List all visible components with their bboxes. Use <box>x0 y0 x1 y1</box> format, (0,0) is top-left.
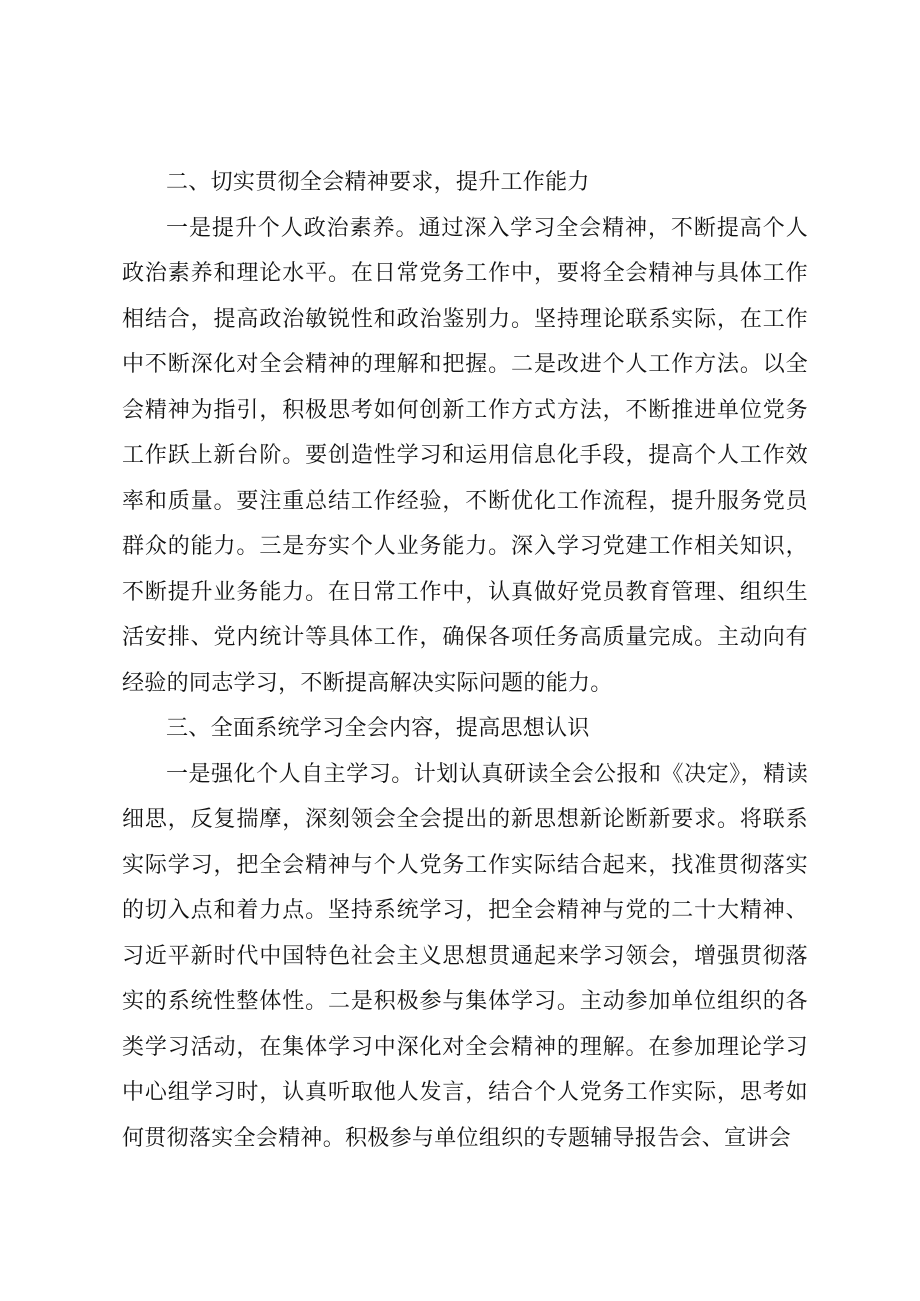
section-paragraph-2: 一是提升个人政治素养。通过深入学习全会精神，不断提高个人政治素养和理论水平。在日常党务工作中，要将全会精神与具体工作相结合，提高政治敏锐性和政治鉴别力。坚持理论联系实际，在工作中不断深化对全会精神的理解和把握。二是改进个人工作方法。以全会精神为指引，积极思考如何创新工作方式方法，不断推进单位党务工作跃上新台阶。要创造性学习和运用信息化手段，提高个人工作效率和质量。要注重总结工作经验，不断优化工作流程，提升服务党员群众的能力。三是夯实个人业务能力。深入学习党建工作相关知识，不断提升业务能力。在日常工作中，认真做好党员教育管理、组织生活安排、党内统计等具体工作，确保各项任务高质量完成。主动向有经验的同志学习，不断提高解决实际问题的能力。 <box>122 215 808 696</box>
section-heading-3: 三、全面系统学习全会内容，提高思想认识 <box>166 716 590 741</box>
document-body <box>122 160 808 1161</box>
section-heading-2: 二、切实贯彻全会精神要求，提升工作能力 <box>166 170 590 195</box>
section-paragraph-3: 一是强化个人自主学习。计划认真研读全会公报和《决定》，精读细思，反复揣摩，深刻领会全会提出的新思想新论断新要求。将联系实际学习，把全会精神与个人党务工作实际结合起来，找准贯彻落实的切入点和着力点。坚持系统学习，把全会精神与党的二十大精神、习近平新时代中国特色社会主义思想贯通起来学习领会，增强贯彻落实的系统性整体性。二是积极参与集体学习。主动参加单位组织的各类学习活动，在集体学习中深化对全会精神的理解。在参加理论学习中心组学习时，认真听取他人发言，结合个人党务工作实际，思考如何贯彻落实全会精神。积极参与单位组织的专题辅导报告会、宣讲会 <box>122 761 808 1151</box>
